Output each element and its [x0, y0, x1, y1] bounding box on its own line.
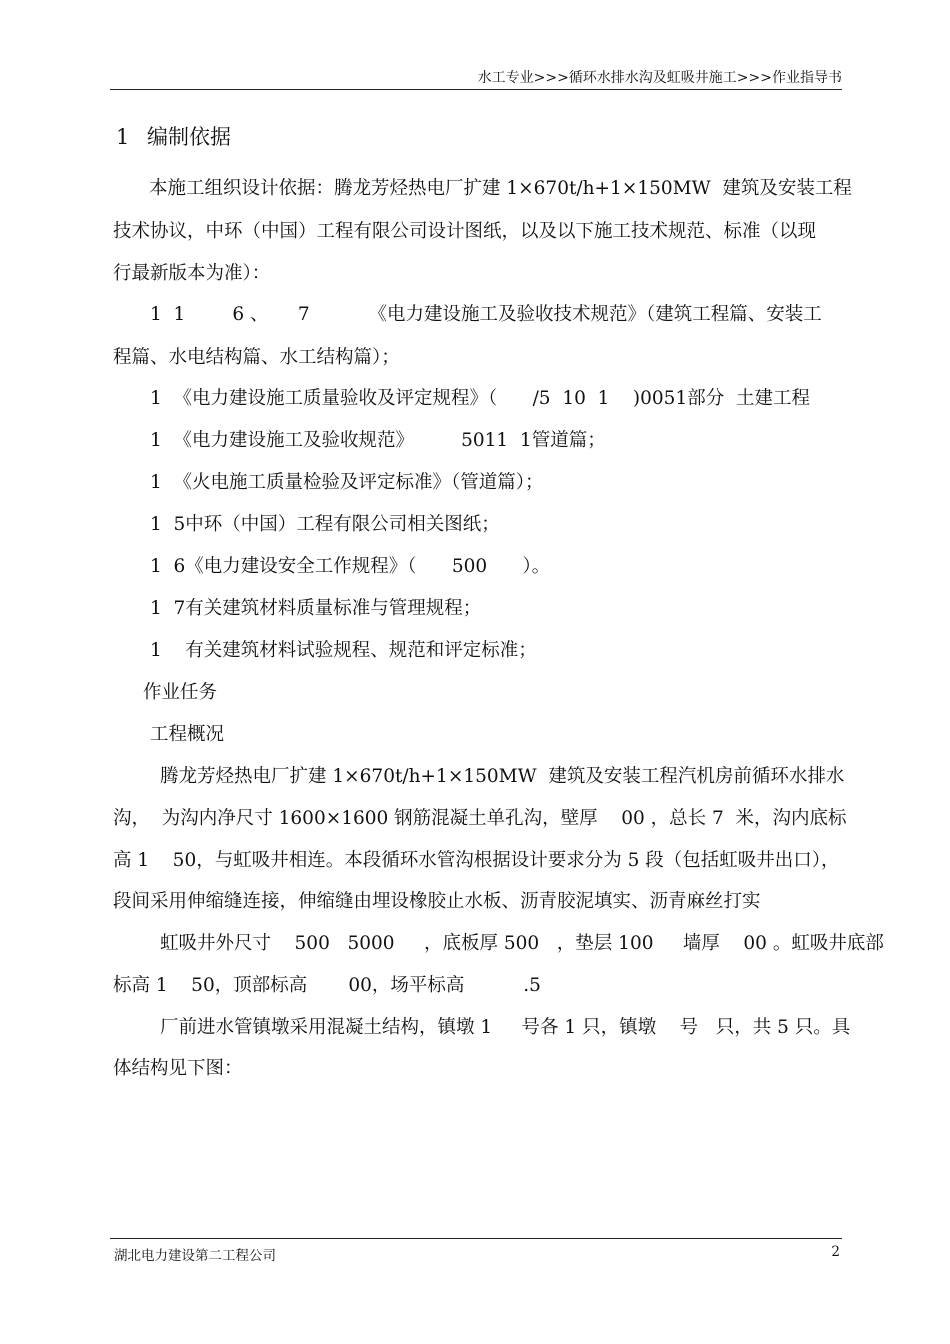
header-text: 水工专业>>>循环水排水沟及虹吸井施工>>>作业指导书: [477, 70, 842, 86]
list-item-4: 1 《火电施工质量检验及评定标准》（管道篇）；: [150, 472, 544, 493]
para-2-line-2: 标高 1 50，顶部标高 00，场平标高 .5: [113, 975, 541, 996]
para-2-line-1: 虹吸井外尺寸 500 5000 ，底板厚 500 ，垫层 100 墙厚 00 。虹吸井底部: [160, 933, 884, 954]
footer-company: 湖北电力建设第二工程公司: [114, 1248, 276, 1264]
page-number: 2: [831, 1244, 840, 1260]
section-title: 编制依据: [147, 125, 231, 149]
list-item-6: 1 6《电力建设安全工作规程》（ 500 ）。: [150, 556, 551, 577]
para-1-line-4: 段间采用伸缩缝连接，伸缩缝由埋设橡胶止水板、沥青胶泥填实、沥青麻丝打实: [113, 891, 761, 912]
footer-divider: [110, 1238, 842, 1239]
intro-line-2: 技术协议，中环（中国）工程有限公司设计图纸，以及以下施工技术规范、标准（以现: [113, 221, 817, 242]
section-number: 1: [116, 125, 130, 149]
intro-line-1: 本施工组织设计依据：腾龙芳烃热电厂扩建 1×670t/h+1×150MW 建筑及安装工程: [149, 178, 852, 199]
list-item-3: 1 《电力建设施工及验收规范》 5011 1管道篇；: [150, 430, 606, 451]
list-item-7: 1 7有关建筑材料质量标准与管理规程；: [150, 598, 482, 619]
list-item-1a: 1 1 6 、 7 《电力建设施工及验收技术规范》（建筑工程篇、安装工: [150, 304, 822, 325]
section-2-subtitle: 工程概况: [150, 724, 225, 745]
para-3-line-1: 厂前进水管镇墩采用混凝土结构，镇墩 1 号各 1 只，镇墩 号 只，共 5 只。具: [160, 1017, 851, 1038]
para-1-line-2: 沟， 为沟内净尺寸 1600×1600 钢筋混凝土单孔沟，壁厚 00 ，总长 7 米，沟内底标: [113, 808, 847, 829]
list-item-5: 1 5中环（中国）工程有限公司相关图纸；: [150, 514, 500, 535]
para-1-line-1: 腾龙芳烃热电厂扩建 1×670t/h+1×150MW 建筑及安装工程汽机房前循环水排水: [160, 766, 845, 787]
page-header: [110, 68, 842, 90]
intro-line-3: 行最新版本为准）：: [113, 263, 271, 284]
list-item-1b: 程篇、水电结构篇、水工结构篇）；: [113, 347, 400, 368]
para-3-line-2: 体结构见下图：: [113, 1058, 243, 1079]
list-item-2: 1 《电力建设施工质量验收及评定规程》（ /5 10 1 )0051部分 土建工程: [150, 388, 810, 409]
para-1-line-3: 高 1 50，与虹吸井相连。本段循环水管沟根据设计要求分为 5 段（包括虹吸井出口），: [113, 850, 840, 871]
list-item-8: 1 有关建筑材料试验规程、规范和评定标准；: [150, 640, 537, 661]
section-2-title: 作业任务: [143, 682, 218, 703]
